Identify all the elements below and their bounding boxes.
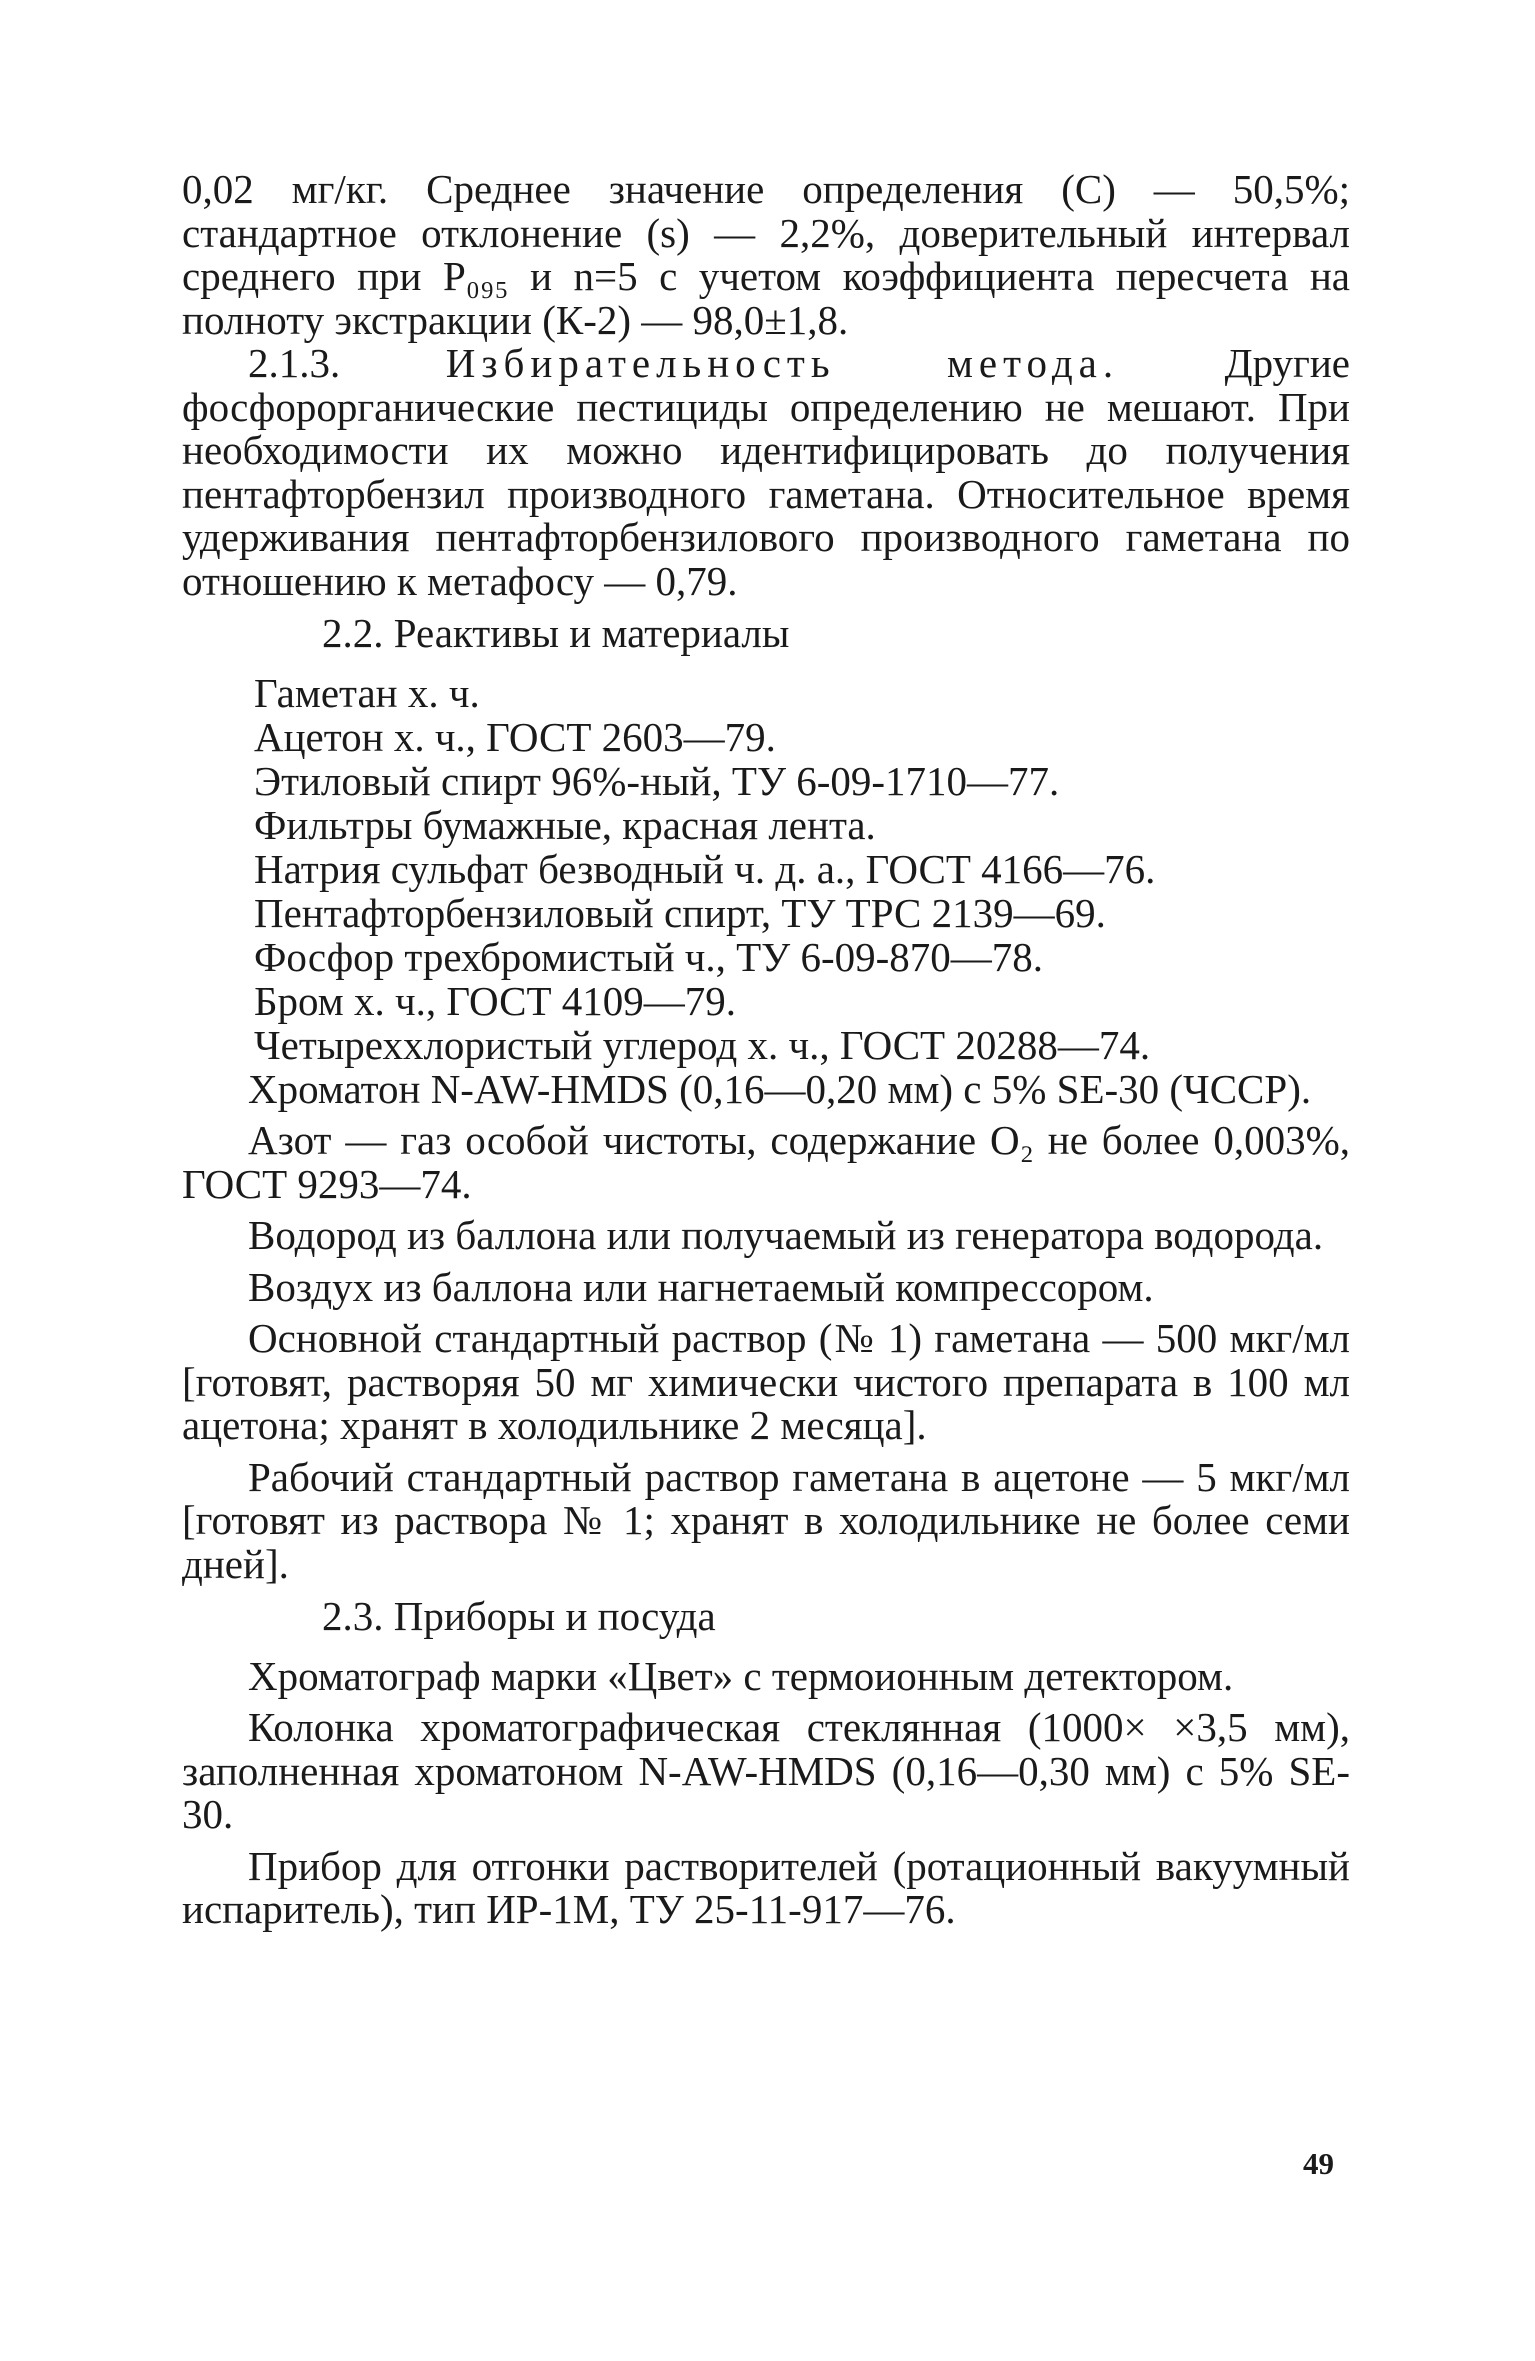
list-item: Рабочий стандартный раствор гаметана в ацетоне — 5 мкг/мл [готовят из раствора № 1; хранят в холодильнике не более семи дней]. bbox=[182, 1453, 1350, 1587]
subsection-text: Другие фосфорорганические пестициды определению не мешают. При необходимости их можно идентифицировать до получения пентафторбензил производного гаметана. Относительное время удерживания пентафторбензилового производного гаметана по отношению к метафосу — 0,79. bbox=[182, 340, 1350, 604]
list-item: Этиловый спирт 96%-ный, ТУ 6-09-1710—77. bbox=[254, 757, 1060, 804]
reagents-list bbox=[182, 669, 1350, 1587]
list-item: Азот — газ особой чистоты, содержание O₂ не более 0,003%, ГОСТ 9293—74. bbox=[182, 1117, 1350, 1207]
list-item: Воздух из баллона или нагнетаемый компрессором. bbox=[248, 1263, 1154, 1310]
list-item: Бром х. ч., ГОСТ 4109—79. bbox=[254, 977, 737, 1024]
paragraph-results: 0,02 мг/кг. Среднее значение определения (С) — 50,5%; стандартное отклонение (s) — 2,2%, доверительный интервал среднего при P₀₉₅ и n=5 с учетом коэффициента пересчета на полноту экстракции (К-2) — 98,0±1,8. bbox=[182, 166, 1350, 343]
subsection-number: 2.1.3. bbox=[248, 340, 341, 386]
list-item: Фосфор трехбромистый ч., ТУ 6-09-870—78. bbox=[254, 933, 1044, 980]
list-item: Хроматограф марки «Цвет» с термоионным детектором. bbox=[248, 1652, 1234, 1699]
document-page bbox=[182, 168, 1350, 1932]
paragraph-selectivity bbox=[182, 342, 1350, 603]
list-item: Пентафторбензиловый спирт, ТУ ТРС 2139—69. bbox=[254, 889, 1106, 936]
list-item: Прибор для отгонки растворителей (ротационный вакуумный испаритель), тип ИР-1М, ТУ 25-11-917—76. bbox=[182, 1842, 1350, 1932]
list-item: Колонка хроматографическая стеклянная (1000× ×3,5 мм), заполненная хроматоном N-AW-HMDS (0,16—0,30 мм) с 5% SE-30. bbox=[182, 1704, 1350, 1837]
list-item: Хроматон N-AW-HMDS (0,16—0,20 мм) с 5% SE-30 (ЧССР). bbox=[248, 1065, 1312, 1112]
section-heading-reagents: 2.2. Реактивы и материалы bbox=[322, 610, 790, 656]
page-number: 49 bbox=[1303, 2146, 1334, 2181]
list-item: Водород из баллона или получаемый из генератора водорода. bbox=[248, 1212, 1324, 1258]
subsection-heading: Избирательность метода. bbox=[445, 340, 1120, 386]
list-item: Ацетон х. ч., ГОСТ 2603—79. bbox=[254, 713, 776, 760]
list-item: Натрия сульфат безводный ч. д. а., ГОСТ 4166—76. bbox=[254, 845, 1156, 892]
list-item: Четыреххлористый углерод х. ч., ГОСТ 20288—74. bbox=[254, 1021, 1151, 1068]
list-item: Основной стандартный раствор (№ 1) гаметана — 500 мкг/мл [готовят, растворяя 50 мг химически чистого препарата в 100 мл ацетона; хранят в холодильнике 2 месяца]. bbox=[182, 1315, 1350, 1448]
devices-list bbox=[182, 1652, 1350, 1932]
section-heading-devices: 2.3. Приборы и посуда bbox=[322, 1593, 716, 1639]
list-item: Гаметан х. ч. bbox=[254, 669, 480, 716]
list-item: Фильтры бумажные, красная лента. bbox=[254, 801, 876, 848]
